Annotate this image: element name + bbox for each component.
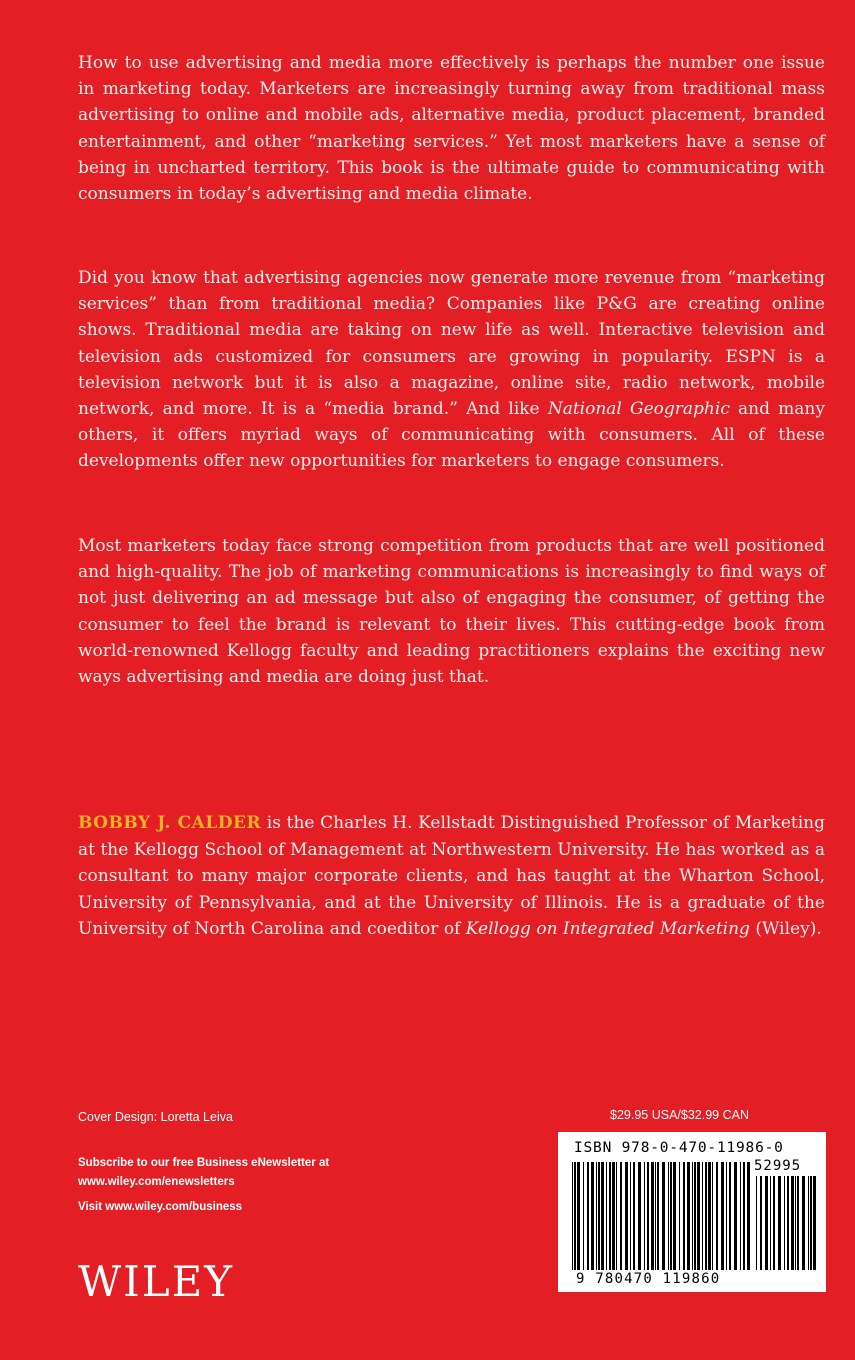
addon-barcode-bars — [754, 1176, 816, 1270]
barcode-bar — [787, 1176, 789, 1270]
barcode-bar — [687, 1162, 690, 1270]
barcode-bar — [644, 1162, 645, 1270]
author-bio-text-a: is the Charles H. Kellstadt Distinguished Professor of Marketing at the Kellogg School of Management at Northwestern University. He has worked as a consultant to many major corporate clients, and has taught at the Wharton School, University of Pennsylvania, and at the University of Illinois. He is a graduate of the University of North Carolina and coeditor of — [78, 813, 826, 939]
barcode-bar — [657, 1162, 659, 1270]
website-link[interactable]: Visit www.wiley.com/business — [78, 1201, 243, 1213]
barcode-bar — [802, 1176, 805, 1270]
barcode-bar — [673, 1162, 676, 1270]
barcode-bar — [616, 1162, 617, 1270]
barcode-bar — [778, 1176, 781, 1270]
barcode-bar — [606, 1162, 607, 1270]
barcode-bar — [726, 1162, 727, 1270]
barcode-bar — [712, 1162, 713, 1270]
barcode-bar — [721, 1162, 724, 1270]
barcode-bar — [770, 1176, 771, 1270]
barcode-bar — [734, 1162, 737, 1270]
barcode-bar — [679, 1162, 680, 1270]
barcode-bar — [795, 1176, 796, 1270]
barcode-bar — [692, 1162, 693, 1270]
barcode-bar — [583, 1162, 584, 1270]
description-paragraph-3: Most marketers today face strong competition from products that are well positioned and high-quality. The job of marketing communications is increasingly to find ways of not just delivering an ad message but also of engaging the consumer, of getting the consumer to feel the brand is relevant to their lives. This cutting-edge book from world-renowned Kellogg faculty and leading practitioners explains the exciting new ways advertising and media are doing just that. — [78, 536, 825, 688]
barcode-bar — [697, 1162, 700, 1270]
description-paragraph-2 — [78, 265, 825, 475]
barcode-bar — [813, 1176, 816, 1270]
barcode-bar — [587, 1162, 589, 1270]
price-label: $29.95 USA/$32.99 CAN — [610, 1108, 749, 1122]
barcode-bar — [729, 1162, 731, 1270]
cover-design-credit: Cover Design: Loretta Leiva — [78, 1110, 233, 1124]
author-bio — [78, 810, 825, 943]
barcode-bar — [647, 1162, 649, 1270]
paragraph-2-italic-title: National Geographic — [547, 399, 730, 420]
author-bio-book-title: Kellogg on Integrated Marketing — [465, 919, 750, 939]
paragraph-2-text-b: and many others, it offers myriad ways of communicating with consumers. All of these developments offer new opportunities for marketers to engage consumers. — [78, 399, 825, 472]
barcode-bar — [633, 1162, 635, 1270]
newsletter-link[interactable]: www.wiley.com/enewsletters — [78, 1176, 235, 1188]
barcode-bar — [716, 1162, 718, 1270]
barcode-bar — [740, 1162, 741, 1270]
newsletter-info — [78, 1154, 329, 1192]
ean-barcode-bars — [570, 1162, 750, 1274]
barcode-bar — [598, 1162, 600, 1270]
barcode-bar — [683, 1162, 685, 1270]
barcode-bar — [572, 1162, 573, 1270]
barcode-bar — [808, 1176, 809, 1270]
barcode-bar — [601, 1162, 604, 1270]
barcode-bar — [797, 1176, 799, 1270]
barcode-bar — [760, 1176, 762, 1270]
isbn-number: ISBN 978-0-470-11986-0 — [574, 1140, 784, 1156]
barcode-bar — [651, 1162, 654, 1270]
paragraph-2-text-a: Did you know that advertising agencies now generate more revenue from “marketing services” than from traditional media? Companies like P&G are creating online shows. Traditional media are taking on new life as well. Interactive television and television ads customized for consumers are growing in popularity. ESPN is a television network but it is also a magazine, online site, radio network, mobile network, and more. It is a “media brand.” And like — [78, 268, 825, 420]
barcode-bar — [574, 1162, 576, 1270]
barcode-panel — [558, 1132, 826, 1292]
barcode-bar — [765, 1176, 768, 1270]
barcode-bar — [638, 1162, 641, 1270]
barcode-bar — [596, 1162, 597, 1270]
barcode-bar — [612, 1162, 615, 1270]
barcode-bar — [773, 1176, 775, 1270]
barcode-bar — [670, 1162, 672, 1270]
description-paragraph-1: How to use advertising and media more effectively is perhaps the number one issue in marketing today. Marketers are increasingly turning away from traditional mass advertising to online and mobile ads, alternative media, product placement, branded entertainment, and other “marketing services.” Yet most marketers have a sense of being in uncharted territory. This book is the ultimate guide to communicating with consumers in today’s advertising and media climate. — [78, 53, 825, 205]
barcode-bar — [591, 1162, 594, 1270]
barcode-bar — [756, 1176, 757, 1270]
barcode-bar — [577, 1162, 580, 1270]
barcode-bar — [702, 1162, 703, 1270]
barcode-bar — [743, 1162, 745, 1270]
barcode-bar — [694, 1162, 696, 1270]
barcode-bar — [708, 1162, 711, 1270]
barcode-bar — [609, 1162, 611, 1270]
author-name: BOBBY J. CALDER — [78, 813, 262, 833]
publisher-logo: WILEY — [78, 1257, 235, 1306]
barcode-bar — [784, 1176, 785, 1270]
barcode-bar — [625, 1162, 628, 1270]
barcode-bar — [810, 1176, 812, 1270]
ean-digits: 9 780470 119860 — [576, 1271, 721, 1287]
barcode-bar — [747, 1162, 750, 1270]
barcode-bar — [655, 1162, 656, 1270]
barcode-bar — [620, 1162, 622, 1270]
barcode-bar — [791, 1176, 794, 1270]
barcode-bar — [630, 1162, 631, 1270]
price-addon-code: 52995 — [754, 1158, 802, 1174]
newsletter-line-1: Subscribe to our free Business eNewsletter at — [78, 1157, 330, 1169]
author-bio-text-b: (Wiley). — [749, 919, 822, 939]
barcode-bar — [662, 1162, 665, 1270]
barcode-bar — [705, 1162, 707, 1270]
barcode-bar — [668, 1162, 669, 1270]
